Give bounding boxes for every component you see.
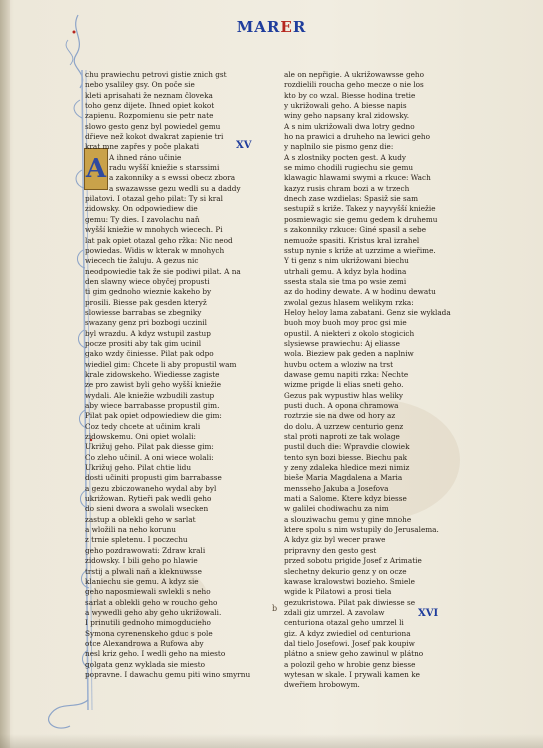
marginal-mark: b <box>272 604 278 613</box>
text-line: dosti učiniti propusti gim barrabasse <box>85 473 222 483</box>
text-line: slowo gesto genz byl powiedel gemu <box>85 121 221 131</box>
text-line: A kdyz giz byl wecer prawe <box>284 535 386 545</box>
text-line: A s zlostniky pocten gest. A kudy <box>284 152 407 162</box>
text-line: ssesta stala sie tma po wsie zemi <box>284 276 407 286</box>
text-line: klaniechu sie gemu. A kdyz sie <box>85 576 199 586</box>
text-line: sestupiž s križe. Takez y nayvyšší kniežie <box>284 204 436 214</box>
text-line: a polozil geho w hrobie genz biesse <box>284 659 416 669</box>
illuminated-initial: A <box>84 148 108 190</box>
text-line: a zakonniky a s ewssi obecz zbora <box>109 173 236 183</box>
text-line: ho na prawici a druheho na lewici geho <box>284 132 430 142</box>
text-line: plátno a sniew geho zawinul w plátno <box>284 649 424 659</box>
text-line: kto by co wzal. Biesse hodina tretie <box>284 90 416 100</box>
text-line: krale zidowskeho. Wiediesse zagiste <box>85 369 220 379</box>
text-line: Heloy heloy lama zabatani. Genz sie wyklada <box>284 307 451 317</box>
text-line: gako wzdy činiesse. Pilat pak odpo <box>85 349 214 359</box>
text-line: zastup a oblekli geho w sarlat <box>85 514 196 524</box>
running-head <box>0 18 543 36</box>
text-line: Symona cyrenenskeho gduc s pole <box>85 628 213 638</box>
text-line: geho pozdrawowati: Zdraw krali <box>85 545 206 555</box>
text-line: wyšší kniežie w mnohych wiecech. Pi <box>85 225 223 235</box>
text-line: trstij a plwali naň a kleknuwsse <box>85 566 202 576</box>
text-line: swazany genz pri bozbogi uczinil <box>85 318 207 328</box>
text-line: kleti aprisahati že neznam človeka <box>85 90 213 100</box>
text-line: do dolu. A uzrzew centurio genz <box>284 421 404 431</box>
text-line: Pilat pak opiet odpowiediew die gim: <box>85 411 222 421</box>
text-line: z trnie spletenu. I poczechu <box>85 535 188 545</box>
text-line: dřieve než kokot dwakrat zapienie tri <box>85 132 224 142</box>
text-line: az do hodiny dewate. A w hodinu dewatu <box>284 287 436 297</box>
text-line: golgata genz wyklada sie miesto <box>85 659 206 669</box>
text-line: y ukrižowali geho. A biesse napis <box>284 101 407 111</box>
text-line: wola. Bieziew pak geden a naplniw <box>284 349 414 359</box>
text-column-right <box>284 70 469 691</box>
text-line: do sieni dwora a swolali wsecken <box>85 504 209 514</box>
text-line: Ukrižuj geho. Pilat chtie lidu <box>85 463 192 473</box>
text-line: toho genz dijete. Ihned opiet kokot <box>85 101 215 111</box>
text-line: nebo ysaliley gsy. On poče sie <box>85 80 195 90</box>
text-line: wiecech tie žaluju. A gezus nic <box>85 256 199 266</box>
text-line: winy geho napsany kral zidowsky. <box>284 111 410 121</box>
text-line: zidowsky. On odpowiediew die <box>85 204 198 214</box>
text-line: centuriona otazal geho umrzel li <box>284 618 404 628</box>
text-line: wgide k Pilatowi a prosi tiela <box>284 587 392 597</box>
text-line: Co zleho učinil. A oni wiece wolali: <box>85 452 214 462</box>
text-line: gemu: Ty dies. I zavolachu naň <box>85 214 200 224</box>
text-line: dawase gemu napiti rzka: Nechte <box>284 369 409 379</box>
text-line: nemuože spasiti. Kristus kral izrahel <box>284 235 420 245</box>
text-line: powiedas. Widis w kterak w mnohych <box>85 245 225 255</box>
text-line: geho naposmiewali swlekli s neho <box>85 587 211 597</box>
text-line: y naplnilo sie pismo genz die: <box>284 142 394 152</box>
text-line: dweřiem hrobowym. <box>284 680 360 690</box>
page-bottom-shadow <box>0 734 543 748</box>
text-line: huvbu octem a wloziw na trst <box>284 359 394 369</box>
text-line: pripravny den gesto gest <box>284 545 377 555</box>
text-line: A ihned ráno učinie <box>109 152 182 162</box>
text-line: nesl kriz geho. I wedli geho na miesto <box>85 649 226 659</box>
text-line: wydali. Ale kniežie wzbudili zastup <box>85 390 215 400</box>
running-head-part: E <box>280 18 293 36</box>
text-line: s zakonniky rzkuce: Giné spasil a sebe <box>284 225 427 235</box>
text-line: Y ti genz s nim ukrižowani biechu <box>284 256 409 266</box>
text-line: pilatovi. I otazal geho pilat: Ty si kral <box>85 194 223 204</box>
chapter-number: XVI <box>418 608 439 619</box>
text-line: den slawny wiece obyčej propusti <box>85 276 210 286</box>
running-head-part: MAR <box>236 18 281 36</box>
text-line: ukrižowan. Rytieři pak wedli geho <box>85 494 212 504</box>
text-line: giz. A kdyz zwiediel od centuriona <box>284 628 411 638</box>
text-line: Ukrižuj geho. Pilat pak diesse gim: <box>85 442 214 452</box>
text-line: zidowsky. I bili geho po hlawie <box>85 556 198 566</box>
text-line: a swazawsse gezu wedli su a daddy <box>109 183 241 193</box>
text-line: slowiesse barrabas se zbegniky <box>85 307 202 317</box>
text-line: Coz tedy chcete at učinim krali <box>85 421 201 431</box>
text-line: dal tielo Josefowi. Josef pak koupiw <box>284 638 415 648</box>
text-line: gezukristowa. Pilat pak diwiesse se <box>284 597 416 607</box>
text-line: pusti duch. A opona chramowa <box>284 401 399 410</box>
text-line: opustil. A niekteri z okolo stogicich <box>284 328 415 338</box>
text-column-left <box>85 70 270 680</box>
text-line: a wložili na neho korunu <box>85 525 177 535</box>
text-line: ti gim gednoho wieznie kakeho by <box>85 287 212 297</box>
text-line: tento syn bozi biesse. Biechu pak <box>284 452 408 462</box>
text-line: buoh moy buoh moy proc gsi mie <box>284 318 407 328</box>
text-line: roztrzie sie na dwe od hory az <box>284 411 396 421</box>
text-line: klawagic hlawami swymi a rkuce: Wach <box>284 173 431 183</box>
text-line: otce Alexandrowa a Rufowa aby <box>85 638 204 648</box>
text-line: kawase kralowstwi bozieho. Smiele <box>284 576 415 586</box>
text-line: popravne. I dawachu gemu piti wino smyrnu <box>85 669 251 679</box>
text-line: a gezu zbiczowaneho wydal aby byl <box>85 483 217 493</box>
text-line: w galilei chodiwachu za nim <box>284 504 389 514</box>
text-line: neodpowiedie tak že sie podiwi pilat. A na <box>85 266 241 276</box>
text-line: kazyz rusis chram bozi a w trzech <box>284 183 410 193</box>
text-line: prosili. Biesse pak gesden kteryž <box>85 297 207 307</box>
text-line: utrhali gemu. A kdyz byla hodina <box>284 266 407 276</box>
text-line: zwolal gezus hlasem welikym rzka: <box>284 297 414 307</box>
text-line: krat mne zapřes y poče plakati <box>85 142 200 152</box>
text-line: ale on nepřigie. A ukrižowawsse geho <box>284 70 425 79</box>
text-line: ktere spolu s nim wstupily do Jerusalema. <box>284 525 439 535</box>
text-line: radu wyšší kniežie s starssimi <box>109 163 220 173</box>
text-line: zdali giz umrzel. A zavolaw <box>284 607 385 617</box>
text-line: a wywedli geho aby geho ukrižowali. <box>85 607 222 617</box>
text-line: Gezus pak wypustiw hlas weliky <box>284 390 404 400</box>
text-line: pocze prositi aby tak gim ucinil <box>85 338 202 348</box>
text-line: slechetny dekurio genz y on ocze <box>284 566 407 576</box>
text-line: rozdielili roucha geho mecze o nie los <box>284 80 424 90</box>
text-line: ze pro zawist byli geho wyšší kniežie <box>85 380 222 390</box>
text-line: posmiewagic sie gemu gedem k druhemu <box>284 214 438 224</box>
text-line: slysiewse prawiechu: Aj eliasse <box>284 338 400 348</box>
text-line: stal proti naproti ze tak wolage <box>284 432 400 442</box>
text-line: wytesan w skale. I prywali kamen ke <box>284 669 420 679</box>
text-line: wiediel gim: Chcete li aby propustil wam <box>85 359 237 369</box>
text-line: dnech zase wzdielas: Spasiž sie sam <box>284 194 418 204</box>
text-line: zidowskemu. Oni opiet wolali: <box>85 432 196 442</box>
text-line: mensseho Jakuba a Josefova <box>284 483 389 493</box>
binding-edge <box>0 0 10 748</box>
text-line: bieše Maria Magdalena a Maria <box>284 473 403 483</box>
text-line: przed sobotu prigide Josef z Arimatie <box>284 556 422 566</box>
running-head-part: R <box>292 18 307 36</box>
text-line: aby wiece barrabasse propustil gim. <box>85 401 220 410</box>
text-line: pustil duch die: Wpravdie clowiek <box>284 442 410 452</box>
text-line: sstup nynie s križe at uzrzime a wieřime. <box>284 245 436 255</box>
text-line: I prinutili gednoho mimogducieho <box>85 618 211 628</box>
text-line: lat pak opiet otazal geho ržka: Nic neod <box>85 235 233 245</box>
text-line: wizme prigde li elias sneti geho. <box>284 380 404 390</box>
text-line: y zeny zdaleka hledice mezi nimiz <box>284 463 410 473</box>
text-line: sarlat a oblekli geho w roucho geho <box>85 597 218 607</box>
text-line: chu prawiechu petrovi gistie znich gst <box>85 70 227 79</box>
text-line: zapienu. Rozpomienu sie petr nate <box>85 111 214 121</box>
chapter-number: XV <box>236 140 252 151</box>
text-line: mati a Salome. Ktere kdyz biesse <box>284 494 407 504</box>
text-line: A s nim ukrižowali dwa lotry gedno <box>284 121 415 131</box>
text-line: byl wrazdu. A kdyz wstupil zastup <box>85 328 211 338</box>
text-line: a slouziwachu gemu y gine mnohe <box>284 514 412 524</box>
text-line: se mimo chodili rugiechu sie gemu <box>284 163 414 173</box>
